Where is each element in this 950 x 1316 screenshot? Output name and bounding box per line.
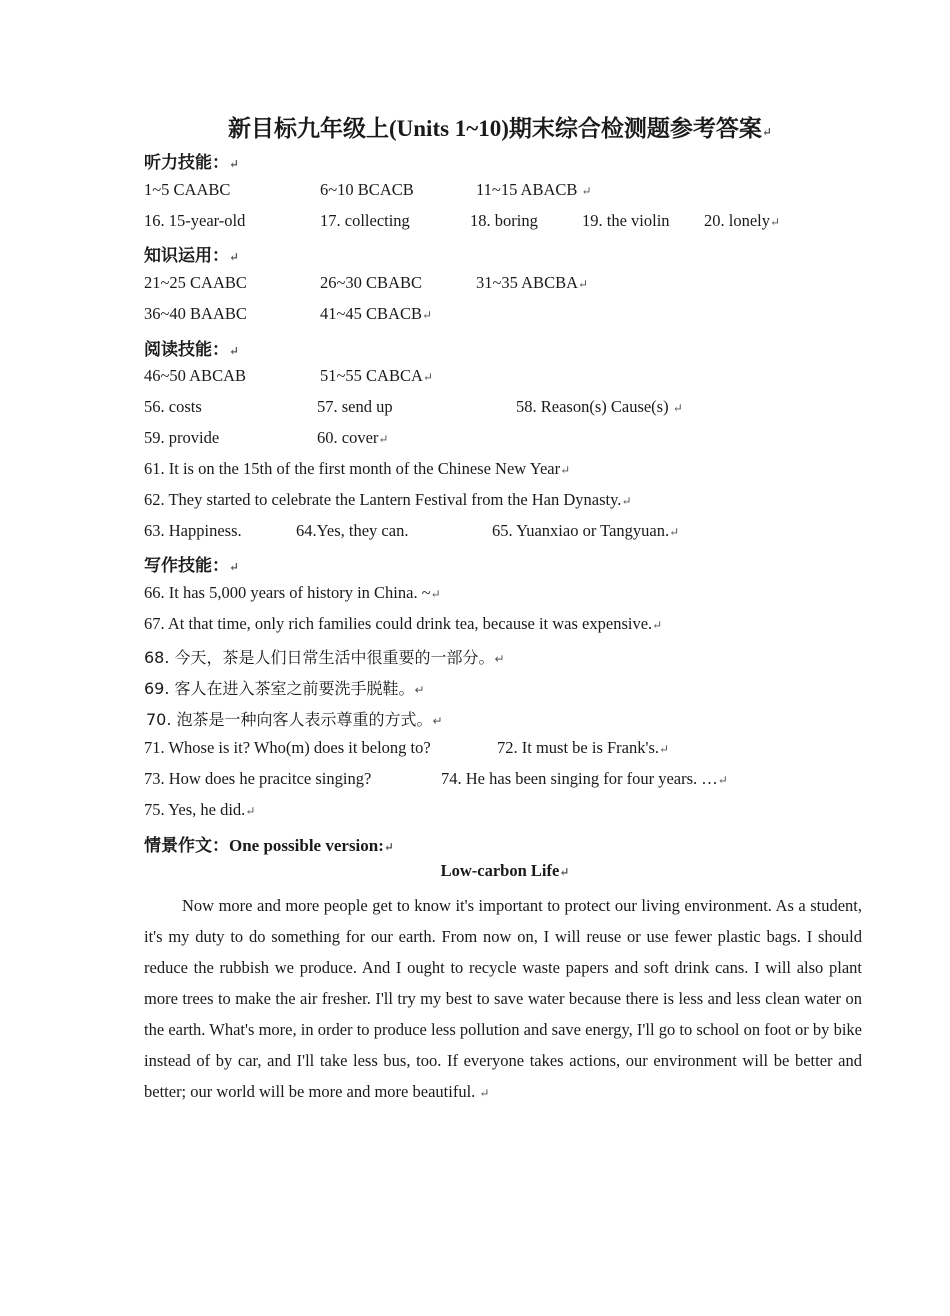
answer-74: 74. He has been singing for four years. …↵	[441, 769, 728, 788]
answer-31-35: 31~35 ABCBA↵	[476, 273, 589, 292]
answer-60: 60. cover↵	[317, 428, 389, 447]
answer-26-30: 26~30 CBABC	[320, 273, 422, 292]
essay-title: Low-carbon Life↵	[440, 861, 570, 880]
answer-21-25: 21~25 CAABC	[144, 273, 247, 292]
answer-73: 73. How does he pracitce singing?	[144, 769, 372, 788]
section-composition: 情景作文：One possible version:↵	[144, 836, 394, 855]
answer-6-10: 6~10 BCACB	[320, 180, 414, 199]
answer-67: 67. At that time, only rich families could drink tea, because it was expensive.↵	[144, 614, 663, 633]
answer-20: 20. lonely↵	[704, 211, 781, 230]
answer-63: 63. Happiness.	[144, 521, 242, 540]
essay-body: Now more and more people get to know it's important to protect our living environment. As a student, it's my duty to do something for our earth. From now on, I will reuse or use fewer plastic bags. I should reduce the rubbish we produce. And I ought to recycle waste papers and soft drink cans. I will also plant more trees to make the air fresher. I'll try my best to save water because there is less and less clean water on the earth. What's more, in order to produce less pollution and save energy, I'll go to school on foot or by bike instead of by car, and I'll take less bus, too. If everyone takes actions, our environment will be better and better; our world will be more and more beautiful. ↵	[144, 896, 862, 1101]
answer-72: 72. It must be is Frank's.↵	[497, 738, 670, 757]
answer-51-55: 51~55 CABCA↵	[320, 366, 433, 385]
answer-11-15: 11~15 ABACB ↵	[476, 180, 592, 199]
answer-64: 64.Yes, they can.	[296, 521, 409, 540]
answer-65: 65. Yuanxiao or Tangyuan.↵	[492, 521, 680, 540]
answer-71: 71. Whose is it? Who(m) does it belong to?	[144, 738, 431, 757]
section-writing: 写作技能：↵	[144, 556, 240, 575]
answer-16: 16. 15-year-old	[144, 211, 246, 230]
answer-17: 17. collecting	[320, 211, 410, 230]
answer-68: 68. 今天，茶是人们日常生活中很重要的一部分。↵	[144, 648, 505, 667]
answer-75: 75. Yes, he did.↵	[144, 800, 256, 819]
answer-62: 62. They started to celebrate the Lantern Festival from the Han Dynasty.↵	[144, 490, 632, 509]
answer-41-45: 41~45 CBACB↵	[320, 304, 433, 323]
answer-70: 70. 泡茶是一种向客人表示尊重的方式。↵	[146, 710, 443, 729]
answer-57: 57. send up	[317, 397, 393, 416]
answer-58: 58. Reason(s) Cause(s) ↵	[516, 397, 683, 416]
answer-56: 56. costs	[144, 397, 202, 416]
answer-46-50: 46~50 ABCAB	[144, 366, 246, 385]
answer-18: 18. boring	[470, 211, 538, 230]
answer-59: 59. provide	[144, 428, 220, 447]
section-listening: 听力技能：↵	[144, 153, 240, 172]
answer-69: 69. 客人在进入茶室之前要洗手脱鞋。↵	[144, 679, 425, 698]
answer-66: 66. It has 5,000 years of history in China. ~↵	[144, 583, 441, 602]
page-title: 新目标九年级上(Units 1~10)期末综合检测题参考答案↵	[228, 116, 772, 141]
answer-1-5: 1~5 CAABC	[144, 180, 231, 199]
answer-36-40: 36~40 BAABC	[144, 304, 247, 323]
section-knowledge: 知识运用：↵	[144, 246, 240, 265]
section-reading: 阅读技能：↵	[144, 340, 240, 359]
answer-19: 19. the violin	[582, 211, 670, 230]
answer-61: 61. It is on the 15th of the first month of the Chinese New Year↵	[144, 459, 571, 478]
